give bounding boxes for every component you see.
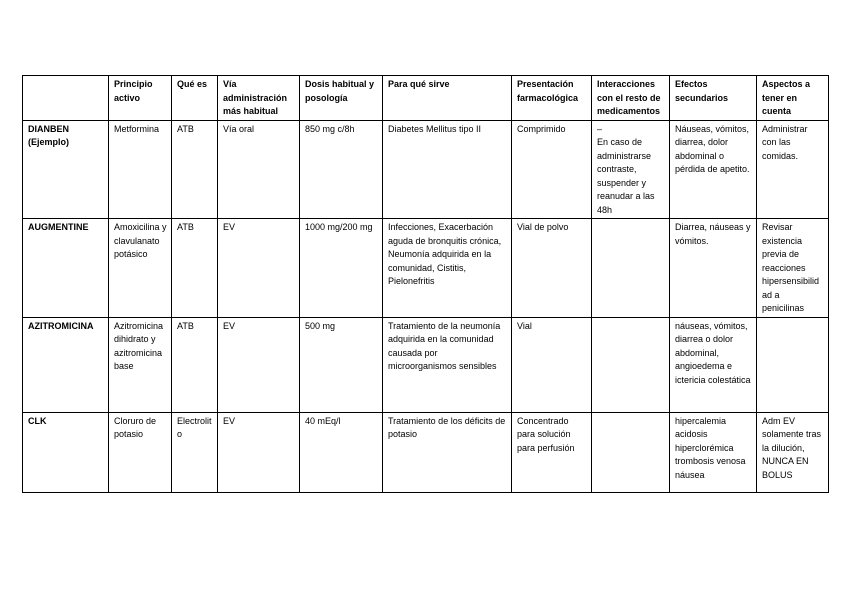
interacciones-cell — [592, 412, 670, 492]
drug-name-cell: AUGMENTINE — [23, 219, 109, 318]
principio-cell: Metformina — [109, 120, 172, 219]
dosis-cell: 850 mg c/8h — [300, 120, 383, 219]
efectos-cell: náuseas, vómitos, diarrea o dolor abdominal, angioedema e ictericia colestática — [670, 317, 757, 412]
interacciones-text: En caso de administrarse contraste, suspender y reanudar a las 48h — [597, 137, 655, 215]
principio-cell: Azitromicina dihidrato y azitromicina base — [109, 317, 172, 412]
que-es-cell: ATB — [172, 120, 218, 219]
presentacion-cell: Concentrado para solución para perfusión — [512, 412, 592, 492]
header-cell-empty — [23, 76, 109, 121]
efectos-cell — [670, 412, 757, 492]
para-que-cell: Infecciones, Exacerbación aguda de bronquitis crónica, Neumonía adquirida en la comunidad, Cistitis, Pielonefritis — [383, 219, 512, 318]
principio-cell: Amoxicilina y clavulanato potásico — [109, 219, 172, 318]
via-cell: EV — [218, 317, 300, 412]
efecto-line: trombosis venosa — [675, 456, 746, 466]
interacciones-cell — [592, 120, 670, 219]
principio-cell: Cloruro de potasio — [109, 412, 172, 492]
presentacion-cell: Vial de polvo — [512, 219, 592, 318]
presentacion-cell: Comprimido — [512, 120, 592, 219]
que-es-cell: Electrolito — [172, 412, 218, 492]
table-row — [23, 412, 829, 492]
aspectos-cell: Revisar existencia previa de reacciones hipersensibilidad a penicilinas — [757, 219, 829, 318]
table-row — [23, 317, 829, 412]
table-row — [23, 219, 829, 318]
efectos-cell: Diarrea, náuseas y vómitos. — [670, 219, 757, 318]
header-dosis: Dosis habitual y posología — [300, 76, 383, 121]
interacciones-dash: – — [597, 123, 603, 134]
header-efectos: Efectos secundarios — [670, 76, 757, 121]
table-row — [23, 120, 829, 219]
header-via: Vía administración más habitual — [218, 76, 300, 121]
header-para-que-sirve: Para qué sirve — [383, 76, 512, 121]
via-cell: Vía oral — [218, 120, 300, 219]
via-cell: EV — [218, 219, 300, 318]
interacciones-cell — [592, 219, 670, 318]
aspectos-cell — [757, 317, 829, 412]
efecto-line: hipercalemia — [675, 415, 727, 426]
drug-name-cell: DIANBEN (Ejemplo) — [23, 120, 109, 219]
drug-name-cell: CLK — [23, 412, 109, 492]
que-es-cell: ATB — [172, 219, 218, 318]
dosis-cell: 500 mg — [300, 317, 383, 412]
interacciones-cell — [592, 317, 670, 412]
efectos-cell: Náuseas, vómitos, diarrea, dolor abdominal o pérdida de apetito. — [670, 120, 757, 219]
header-interacciones: Interacciones con el resto de medicamentos — [592, 76, 670, 121]
aspectos-cell: Adm EV solamente tras la dilución, NUNCA EN BOLUS — [757, 412, 829, 492]
via-cell: EV — [218, 412, 300, 492]
header-que-es: Qué es — [172, 76, 218, 121]
efecto-line: acidosis hiperclorémica — [675, 429, 734, 453]
presentacion-cell: Vial — [512, 317, 592, 412]
header-aspectos: Aspectos a tener en cuenta — [757, 76, 829, 121]
efecto-line: náusea — [675, 469, 705, 480]
dosis-cell: 40 mEq/l — [300, 412, 383, 492]
dosis-cell: 1000 mg/200 mg — [300, 219, 383, 318]
para-que-cell: Tratamiento de los déficits de potasio — [383, 412, 512, 492]
aspectos-cell: Administrar con las comidas. — [757, 120, 829, 219]
header-principio-activo: Principio activo — [109, 76, 172, 121]
que-es-cell: ATB — [172, 317, 218, 412]
header-presentacion: Presentación farmacológica — [512, 76, 592, 121]
medication-table — [22, 75, 829, 493]
drug-name-cell: AZITROMICINA — [23, 317, 109, 412]
para-que-cell: Tratamiento de la neumonía adquirida en la comunidad causada por microorganismos sensibles — [383, 317, 512, 412]
table-header-row — [23, 76, 829, 121]
para-que-cell: Diabetes Mellitus tipo II — [383, 120, 512, 219]
